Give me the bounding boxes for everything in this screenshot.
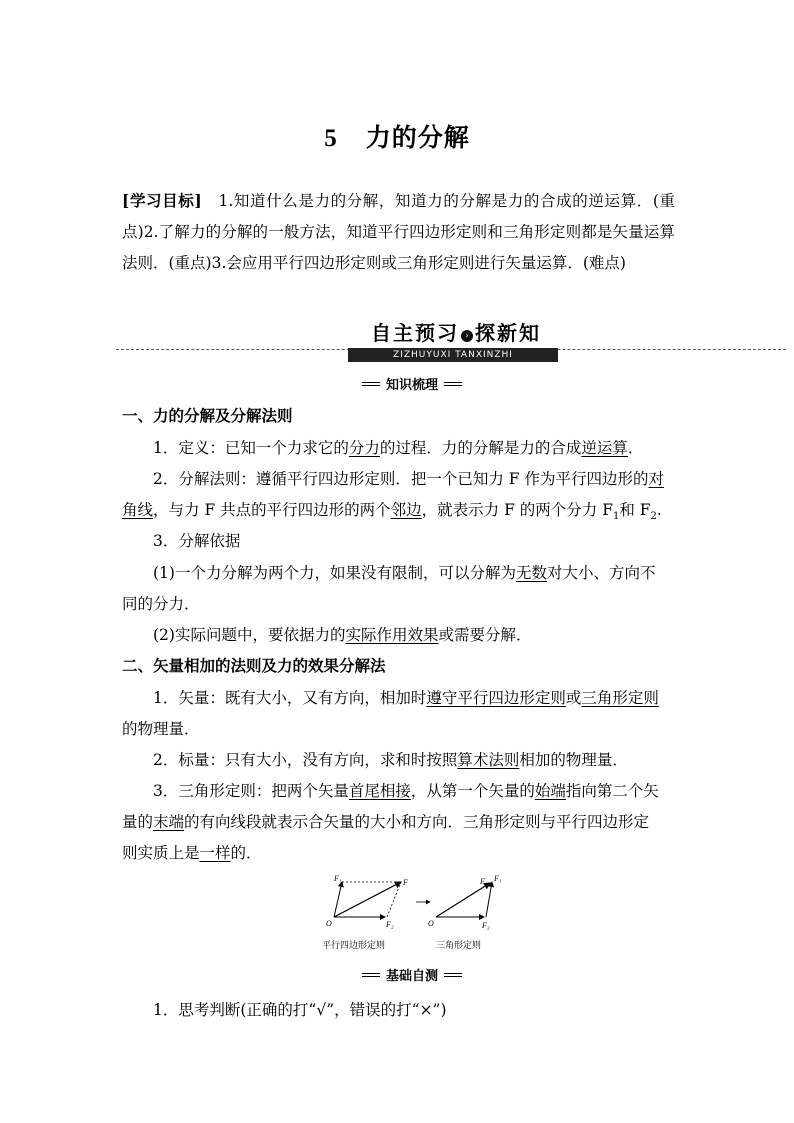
sec2-heading: 二、矢量相加的法则及力的效果分解法 <box>122 656 386 675</box>
label-F2-left: F₂ <box>386 920 394 929</box>
label-F1-left: F₁ <box>334 874 342 883</box>
sec2-vector-b: 的物理量． <box>122 720 200 738</box>
question-1: 1．思考判断(正确的打“√”，错误的打“×”) <box>153 1001 447 1019</box>
vector-rules-diagram <box>320 872 510 960</box>
label-F-left: F <box>403 878 408 887</box>
sec2-scalar: 2．标量：只有大小，没有方向，求和时按照算术法则相加的物理量． <box>153 751 628 769</box>
caption-parallelogram: 平行四边形定则 <box>322 941 386 951</box>
sec2-triangle-a: 3．三角形定则：把两个矢量首尾相接，从第一个矢量的始端指向第二个矢 <box>153 782 659 800</box>
caption-triangle: 三角形定则 <box>436 941 482 951</box>
label-O-left: O <box>326 919 332 928</box>
parallelogram-figure <box>326 874 408 929</box>
sec1-rule-line2: 角线，与力 F 共点的平行四边形的两个邻边，就表示力 F 的两个分力 $F_1$和 $F_2$. <box>122 501 662 523</box>
triangle-figure <box>428 874 502 930</box>
section-title: 力的分解 <box>365 123 470 152</box>
sec1-rule-line1: 2．分解法则：遵循平行四边形定则．把一个已知力 F 作为平行四边形的对 <box>153 470 664 488</box>
sec1-basis-2: (2)实际问题中，要依据力的实际作用效果或需要分解． <box>153 626 532 644</box>
sec2-triangle-b: 量的末端的有向线段就表示合矢量的大小和方向．三角形定则与平行四边形定 <box>122 813 650 831</box>
sec2-vector-a: 1．矢量：既有大小，又有方向，相加时遵守平行四边形定则或三角形定则 <box>153 689 659 707</box>
sec1-heading: 一、力的分解及分解法则 <box>122 406 293 425</box>
tag-self-test: 基础自测 <box>362 965 462 983</box>
sec1-basis-1b: 同的分力． <box>122 595 200 613</box>
goals-text: 1.知道什么是力的分解，知道力的分解是力的合成的逆运算．(重点)2.了解力的分解的一般方法，知道平行四边形定则和三角形定则都是矢量运算法则．(重点)3.会应用平行四边形定则或三角形定则进行矢量运算．(难点) <box>122 192 676 272</box>
label-F2-right: F₂ <box>482 921 490 930</box>
goals-label: [学习目标] <box>122 191 202 210</box>
label-O-right: O <box>428 919 434 928</box>
sec1-basis-1a: (1)一个力分解为两个力，如果没有限制，可以分解为无数对大小、方向不 <box>153 564 656 582</box>
arrow-circle-icon: › <box>461 330 473 342</box>
banner-left: 自主预习 <box>371 321 459 345</box>
tag-knowledge: 知识梳理 <box>362 374 462 392</box>
section-banner <box>116 320 786 364</box>
banner-subtitle: ZIZHUYUXI TANXINZHI <box>348 348 558 362</box>
section-number: 5 <box>324 125 338 152</box>
banner-right: 探新知 <box>475 321 541 345</box>
sec2-triangle-c: 则实质上是一样的． <box>122 844 262 862</box>
page-title <box>0 118 794 154</box>
label-F1-right: F₁ <box>494 874 502 883</box>
learning-goals <box>122 185 675 279</box>
banner-title-box <box>356 320 556 346</box>
sec1-definition: 1．定义：已知一个力求它的分力的过程．力的分解是力的合成逆运算． <box>153 439 644 457</box>
sec1-basis: 3．分解依据 <box>153 532 241 550</box>
label-F-right: F <box>480 877 485 886</box>
